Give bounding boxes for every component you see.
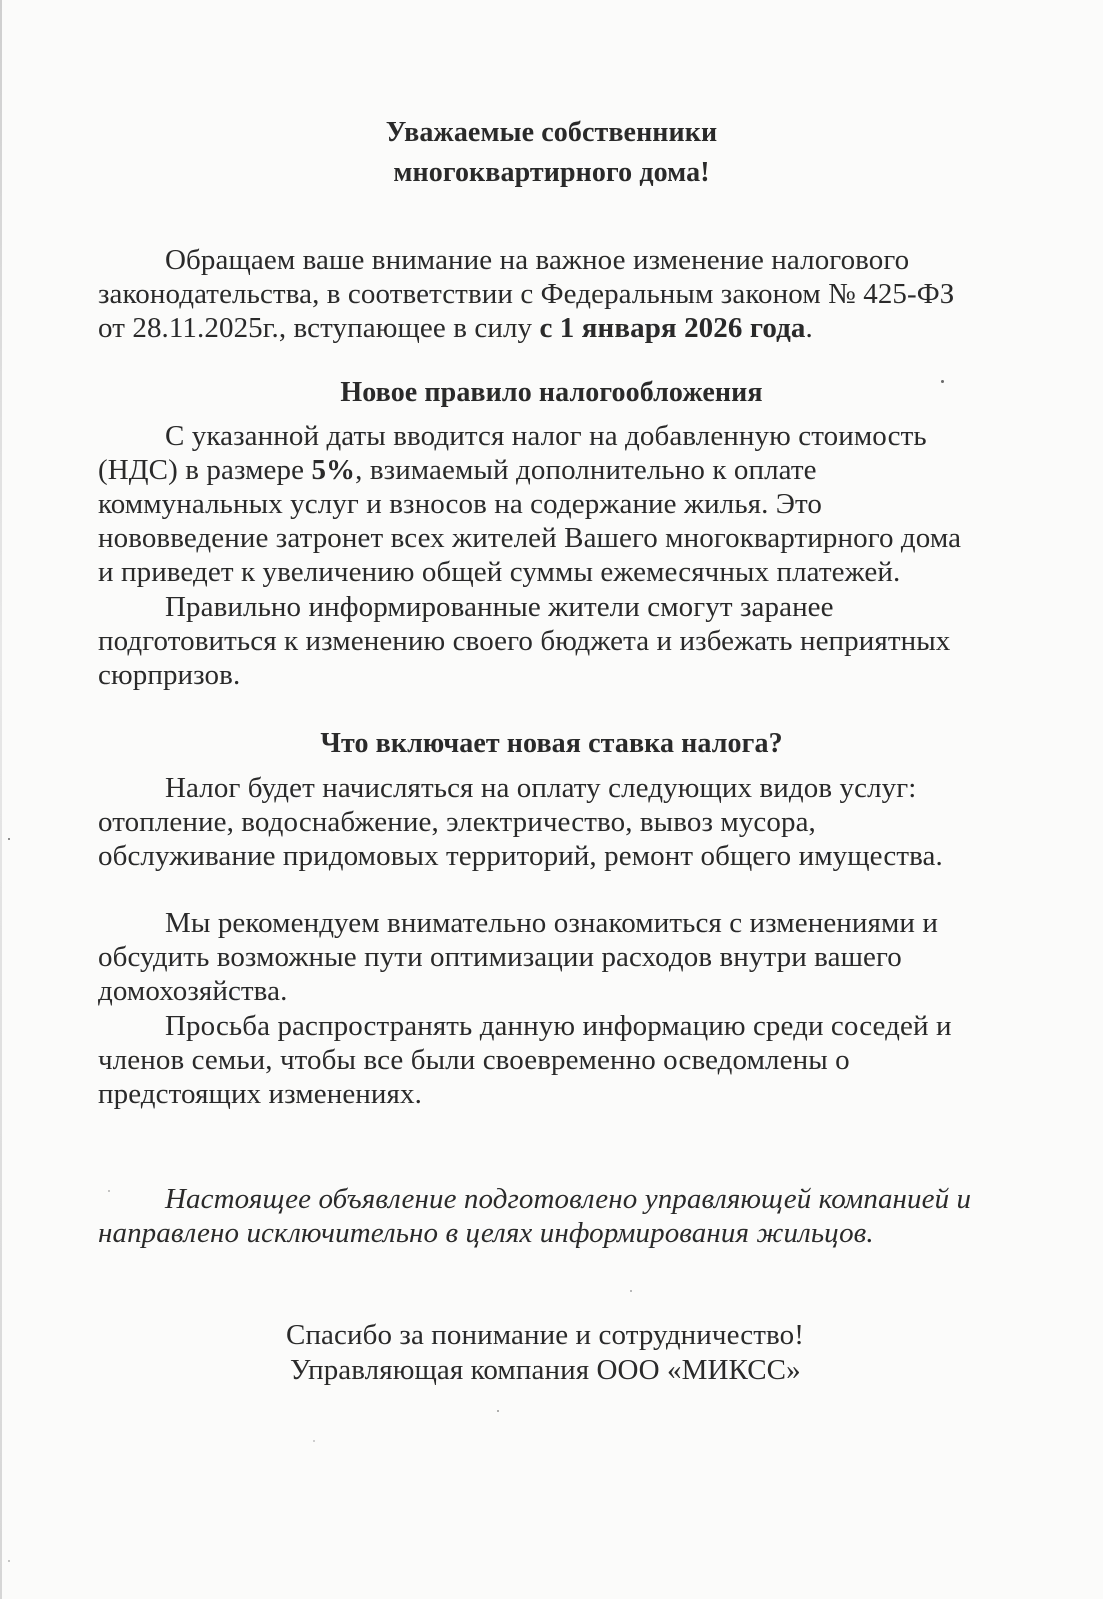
- section-1-line-2-prefix: (НДС) в размере: [98, 454, 312, 486]
- scan-speck: [108, 1190, 110, 1192]
- recommend-line-1: Мы рекомендуем внимательно ознакомиться с изменениями и: [165, 907, 939, 939]
- section-1-line-1: С указанной даты вводится налог на добавленную стоимость: [165, 420, 927, 452]
- section-1-title: Новое правило налогообложения: [340, 377, 763, 408]
- effective-date: с 1 января 2026 года: [539, 312, 806, 344]
- scan-speck: [497, 1410, 499, 1412]
- section-2-line-1: Налог будет начисляться на оплату следующих видов услуг:: [165, 772, 917, 804]
- section-1-line-2-suffix: , взимаемый дополнительно к оплате: [355, 454, 817, 486]
- scan-speck: [630, 1290, 632, 1292]
- disclaimer-line-1: Настоящее объявление подготовлено управляющей компанией и: [165, 1183, 972, 1215]
- recommend-line-6: предстоящих изменениях.: [98, 1078, 422, 1110]
- scan-speck: [8, 1560, 10, 1562]
- closing-signature: Управляющая компания ООО «МИКСС»: [290, 1354, 801, 1386]
- section-1-line-2: [98, 453, 817, 487]
- intro-line-3-prefix: от 28.11.2025г., вступающее в силу: [98, 312, 540, 344]
- vat-rate: 5%: [311, 454, 356, 486]
- disclaimer-line-2: направлено исключительно в целях информирования жильцов.: [98, 1217, 874, 1249]
- scan-speck: [8, 838, 10, 840]
- section-1-line-4: нововведение затронет всех жителей Вашего многоквартирного дома: [98, 522, 962, 554]
- intro-line-3-suffix: .: [805, 312, 813, 344]
- section-1-line-5: и приведет к увеличению общей суммы ежемесячных платежей.: [98, 556, 901, 588]
- scan-speck: [941, 380, 944, 383]
- recommend-line-4: Просьба распространять данную информацию среди соседей и: [165, 1010, 952, 1042]
- section-1-line-3: коммунальных услуг и взносов на содержание жилья. Это: [98, 488, 823, 520]
- intro-line-3: [98, 311, 813, 345]
- section-2-title: Что включает новая ставка налога?: [320, 728, 783, 759]
- section-2-line-2: отопление, водоснабжение, электричество, вывоз мусора,: [98, 806, 816, 838]
- recommend-line-3: домохозяйства.: [98, 975, 288, 1007]
- section-1-line-7: подготовиться к изменению своего бюджета и избежать неприятных: [98, 625, 951, 657]
- intro-line-1: Обращаем ваше внимание на важное изменение налогового: [165, 244, 910, 276]
- heading-line-2: многоквартирного дома!: [393, 157, 710, 188]
- scan-speck: [313, 1440, 315, 1442]
- section-2-line-3: обслуживание придомовых территорий, ремонт общего имущества.: [98, 840, 943, 872]
- heading-line-1: Уважаемые собственники: [385, 117, 718, 148]
- paper-edge: [0, 0, 2, 1599]
- intro-line-2: законодательства, в соответствии с Федеральным законом № 425-ФЗ: [98, 278, 955, 310]
- section-1-line-8: сюрпризов.: [98, 659, 241, 691]
- closing-thanks: Спасибо за понимание и сотрудничество!: [286, 1319, 804, 1351]
- recommend-line-5: членов семьи, чтобы все были своевременно осведомлены о: [98, 1044, 850, 1076]
- recommend-line-2: обсудить возможные пути оптимизации расходов внутри вашего: [98, 941, 902, 973]
- section-1-line-6: Правильно информированные жители смогут заранее: [165, 591, 834, 623]
